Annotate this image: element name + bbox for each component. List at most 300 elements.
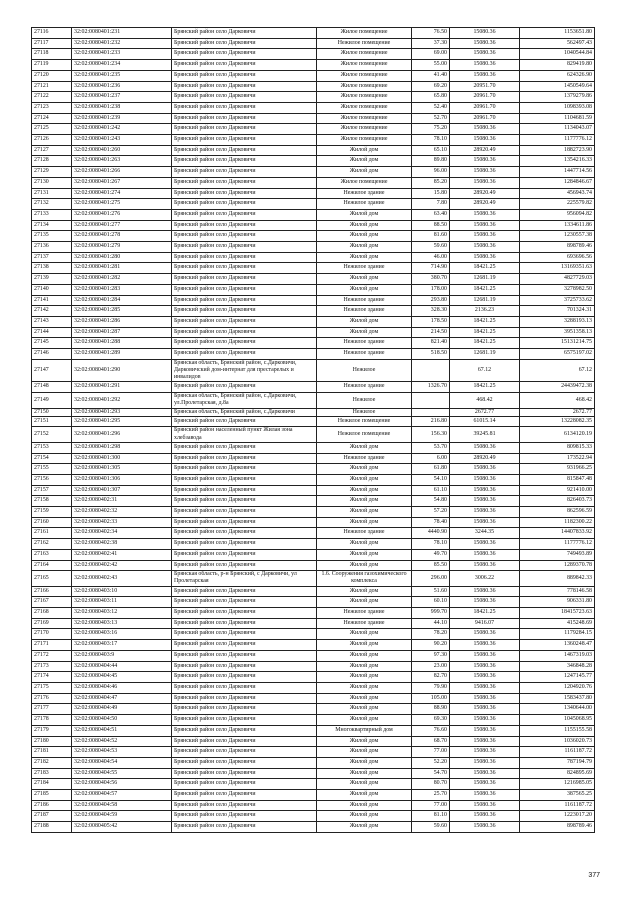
cell-cadastral-value: 13228082.35	[520, 416, 595, 427]
table-row	[32, 757, 595, 768]
cell-object-type: Жилой дом	[317, 464, 412, 475]
table-row	[32, 316, 595, 327]
cell-specific-value: 15080.36	[450, 757, 520, 768]
cell-row-number: 27171	[32, 640, 72, 651]
cell-address: Брянский район село Дарковичи	[172, 28, 317, 39]
table-row	[32, 790, 595, 801]
cell-area: 97.30	[412, 650, 450, 661]
cell-address: Брянский район село Дарковичи	[172, 757, 317, 768]
cell-object-type: Жилое помещение	[317, 92, 412, 103]
cell-row-number: 27143	[32, 316, 72, 327]
cell-address: Брянский район село Дарковичи	[172, 650, 317, 661]
cell-specific-value: 15080.36	[450, 747, 520, 758]
cell-cadastral-value: 456943.74	[520, 188, 595, 199]
cell-cadastral-value: 3951358.13	[520, 327, 595, 338]
cell-cadastral-value: 1134043.07	[520, 124, 595, 135]
cell-cadastral-number: 32:02:0080401:278	[72, 231, 172, 242]
cell-cadastral-value: 1153651.80	[520, 28, 595, 39]
cell-specific-value: 15080.36	[450, 517, 520, 528]
cell-specific-value: 15080.36	[450, 768, 520, 779]
cell-specific-value: 15080.36	[450, 586, 520, 597]
table-row	[32, 747, 595, 758]
cell-cadastral-number: 32:02:0080401:291	[72, 382, 172, 393]
cell-cadastral-value: 829419.80	[520, 60, 595, 71]
cell-row-number: 27148	[32, 382, 72, 393]
cell-cadastral-number: 32:02:0080401:298	[72, 442, 172, 453]
table-row	[32, 683, 595, 694]
cell-address: Брянский район село Дарковичи	[172, 464, 317, 475]
cell-row-number: 27137	[32, 252, 72, 263]
cell-object-type: Жилое помещение	[317, 113, 412, 124]
table-row	[32, 252, 595, 263]
cell-row-number: 27133	[32, 209, 72, 220]
cell-cadastral-value: 1247145.77	[520, 672, 595, 683]
table-row	[32, 693, 595, 704]
cell-row-number: 27150	[32, 408, 72, 416]
cell-row-number: 27169	[32, 618, 72, 629]
cell-object-type: Нежилое	[317, 408, 412, 416]
cell-cadastral-value: 1230557.38	[520, 231, 595, 242]
cell-specific-value: 15080.36	[450, 779, 520, 790]
cell-cadastral-value: 1882723.90	[520, 145, 595, 156]
table-row	[32, 661, 595, 672]
cell-address: Брянский район село Дарковичи	[172, 167, 317, 178]
cell-area: 60.10	[412, 597, 450, 608]
cell-object-type: Жилой дом	[317, 586, 412, 597]
cell-area: 80.70	[412, 779, 450, 790]
cell-specific-value: 468.42	[450, 393, 520, 408]
cell-object-type: Жилой дом	[317, 597, 412, 608]
cell-specific-value: 2136.23	[450, 306, 520, 317]
cell-specific-value: 28920.49	[450, 145, 520, 156]
cell-area: 999.70	[412, 608, 450, 619]
cell-cadastral-number: 32:02:0080401:231	[72, 28, 172, 39]
cell-object-type: Нежилое здание	[317, 382, 412, 393]
cell-cadastral-number: 32:02:0080402:42	[72, 560, 172, 571]
cell-cadastral-value: 1467319.03	[520, 650, 595, 661]
cell-area: 46.00	[412, 252, 450, 263]
cell-cadastral-number: 32:02:0080401:276	[72, 209, 172, 220]
table-row	[32, 102, 595, 113]
cell-row-number: 27177	[32, 704, 72, 715]
cell-cadastral-number: 32:02:0080401:286	[72, 316, 172, 327]
cell-cadastral-number: 32:02:0080401:275	[72, 199, 172, 210]
cell-area: 49.70	[412, 549, 450, 560]
cell-specific-value: 15080.36	[450, 800, 520, 811]
cell-address: Брянский район село Дарковичи	[172, 768, 317, 779]
cell-specific-value: 15080.36	[450, 736, 520, 747]
cell-area: 78.20	[412, 629, 450, 640]
cell-cadastral-number: 32:02:0080401:236	[72, 81, 172, 92]
cell-specific-value: 9416.07	[450, 618, 520, 629]
table-row	[32, 704, 595, 715]
cell-area: 85.50	[412, 560, 450, 571]
cell-area: 25.70	[412, 790, 450, 801]
cell-address: Брянский район село Дарковичи	[172, 811, 317, 822]
cell-object-type: Жилой дом	[317, 167, 412, 178]
cell-cadastral-value: 1036020.73	[520, 736, 595, 747]
cell-address: Брянский район село Дарковичи	[172, 736, 317, 747]
cell-row-number: 27168	[32, 608, 72, 619]
cell-row-number: 27179	[32, 725, 72, 736]
cell-cadastral-value: 701324.31	[520, 306, 595, 317]
cell-area: 328.30	[412, 306, 450, 317]
cell-address: Брянский район село Дарковичи	[172, 327, 317, 338]
cell-object-type: Жилой дом	[317, 768, 412, 779]
cell-row-number: 27186	[32, 800, 72, 811]
cell-area: 44.10	[412, 618, 450, 629]
cell-area: 821.40	[412, 338, 450, 349]
cell-specific-value: 15080.36	[450, 124, 520, 135]
cell-object-type: Жилой дом	[317, 640, 412, 651]
cell-cadastral-number: 32:02:0080401:292	[72, 393, 172, 408]
cell-specific-value: 15080.36	[450, 597, 520, 608]
cell-address: Брянский район село Дарковичи	[172, 295, 317, 306]
cell-cadastral-value: 1204920.76	[520, 683, 595, 694]
table-row	[32, 199, 595, 210]
cell-object-type: Жилое помещение	[317, 102, 412, 113]
cell-cadastral-number: 32:02:0080401:289	[72, 349, 172, 360]
cell-cadastral-number: 32:02:0080401:296	[72, 427, 172, 442]
cell-specific-value: 15080.36	[450, 167, 520, 178]
cell-row-number: 27134	[32, 220, 72, 231]
table-row	[32, 327, 595, 338]
cell-specific-value: 39245.81	[450, 427, 520, 442]
cell-cadastral-value: 898789.46	[520, 822, 595, 833]
cell-specific-value: 15080.36	[450, 811, 520, 822]
cell-cadastral-number: 32:02:0080402:31	[72, 496, 172, 507]
cell-area: 69.30	[412, 715, 450, 726]
cell-specific-value: 18421.25	[450, 608, 520, 619]
table-row	[32, 528, 595, 539]
cell-row-number: 27140	[32, 284, 72, 295]
cell-cadastral-number: 32:02:0080404:50	[72, 715, 172, 726]
cell-object-type: Жилой дом	[317, 517, 412, 528]
table-row	[32, 28, 595, 39]
cell-cadastral-value: 1289370.78	[520, 560, 595, 571]
table-row	[32, 306, 595, 317]
cell-address: Брянский район село Дарковичи	[172, 800, 317, 811]
cell-cadastral-value: 931966.25	[520, 464, 595, 475]
cell-cadastral-value: 1354216.33	[520, 156, 595, 167]
cell-cadastral-value: 24439472.38	[520, 382, 595, 393]
cell-address: Брянский район село Дарковичи	[172, 338, 317, 349]
cell-cadastral-number: 32:02:0080401:234	[72, 60, 172, 71]
cell-object-type: Нежилое здание	[317, 338, 412, 349]
cell-specific-value: 18421.25	[450, 327, 520, 338]
cell-row-number: 27170	[32, 629, 72, 640]
cell-area: 61.80	[412, 464, 450, 475]
cell-address: Брянский район село Дарковичи	[172, 252, 317, 263]
cell-area: 77.00	[412, 747, 450, 758]
cell-area	[412, 359, 450, 382]
cell-specific-value: 18421.25	[450, 263, 520, 274]
cell-object-type: Жилой дом	[317, 485, 412, 496]
cell-object-type: Жилое помещение	[317, 81, 412, 92]
table-row	[32, 608, 595, 619]
cell-object-type: Жилой дом	[317, 220, 412, 231]
cell-address: Брянский район село Дарковичи	[172, 507, 317, 518]
cell-area: 178.50	[412, 316, 450, 327]
cell-row-number: 27132	[32, 199, 72, 210]
cell-cadastral-number: 32:02:0080401:295	[72, 416, 172, 427]
cell-row-number: 27155	[32, 464, 72, 475]
cell-address: Брянский район село Дарковичи	[172, 549, 317, 560]
cell-object-type: 1.6. Сооружения газохимического комплекса	[317, 571, 412, 586]
cell-specific-value: 20951.70	[450, 81, 520, 92]
cell-row-number: 27124	[32, 113, 72, 124]
cell-object-type: Жилой дом	[317, 715, 412, 726]
cell-address: Брянский район село Дарковичи	[172, 661, 317, 672]
cell-object-type: Нежилое здание	[317, 263, 412, 274]
cell-object-type: Жилой дом	[317, 316, 412, 327]
cell-cadastral-number: 32:02:0080401:306	[72, 474, 172, 485]
table-row	[32, 811, 595, 822]
cell-specific-value: 18421.25	[450, 382, 520, 393]
table-row	[32, 349, 595, 360]
cell-specific-value: 28920.49	[450, 199, 520, 210]
cell-object-type: Жилое помещение	[317, 28, 412, 39]
table-row	[32, 779, 595, 790]
cell-address: Брянский район село Дарковичи	[172, 177, 317, 188]
cell-area: 51.60	[412, 586, 450, 597]
cell-row-number: 27118	[32, 49, 72, 60]
cell-cadastral-value: 15131214.75	[520, 338, 595, 349]
cell-cadastral-number: 32:02:0080403:9	[72, 650, 172, 661]
cell-cadastral-value: 4827729.03	[520, 274, 595, 285]
table-row	[32, 209, 595, 220]
cell-specific-value: 15080.36	[450, 560, 520, 571]
cell-address: Брянский район село Дарковичи	[172, 209, 317, 220]
cell-address: Брянский район село Дарковичи	[172, 693, 317, 704]
cell-address: Брянский район село Дарковичи	[172, 284, 317, 295]
cell-cadastral-value: 826403.73	[520, 496, 595, 507]
cell-row-number: 27138	[32, 263, 72, 274]
table-row	[32, 145, 595, 156]
cell-address: Брянский район село Дарковичи	[172, 672, 317, 683]
cell-area: 69.00	[412, 49, 450, 60]
cell-cadastral-number: 32:02:0080401:238	[72, 102, 172, 113]
cell-specific-value: 15080.36	[450, 156, 520, 167]
cell-specific-value: 15080.36	[450, 539, 520, 550]
cell-address: Брянский район село Дарковичи	[172, 124, 317, 135]
cell-specific-value: 15080.36	[450, 704, 520, 715]
cell-object-type: Нежилое здание	[317, 608, 412, 619]
cell-cadastral-number: 32:02:0080404:56	[72, 779, 172, 790]
table-row	[32, 725, 595, 736]
cell-cadastral-number: 32:02:0080404:47	[72, 693, 172, 704]
table-row	[32, 135, 595, 146]
cell-row-number: 27116	[32, 28, 72, 39]
cell-row-number: 27141	[32, 295, 72, 306]
cell-area: 7.80	[412, 199, 450, 210]
cell-area: 78.40	[412, 517, 450, 528]
cell-cadastral-number: 32:02:0080404:54	[72, 757, 172, 768]
cell-object-type: Жилой дом	[317, 252, 412, 263]
cell-specific-value: 15080.36	[450, 661, 520, 672]
cell-specific-value: 15080.36	[450, 231, 520, 242]
table-body	[32, 28, 595, 833]
cell-row-number: 27185	[32, 790, 72, 801]
cell-address: Брянский район село Дарковичи	[172, 231, 317, 242]
table-row	[32, 284, 595, 295]
cell-row-number: 27127	[32, 145, 72, 156]
cell-cadastral-value: 415248.69	[520, 618, 595, 629]
table-row	[32, 242, 595, 253]
table-row	[32, 464, 595, 475]
cell-cadastral-value: 1161187.72	[520, 800, 595, 811]
cell-cadastral-number: 32:02:0080401:293	[72, 408, 172, 416]
cell-cadastral-value: 906331.80	[520, 597, 595, 608]
cell-row-number: 27163	[32, 549, 72, 560]
cell-row-number: 27174	[32, 672, 72, 683]
cell-cadastral-number: 32:02:0080401:305	[72, 464, 172, 475]
cell-row-number: 27160	[32, 517, 72, 528]
cell-address: Брянский район село Дарковичи	[172, 560, 317, 571]
cell-cadastral-number: 32:02:0080401:239	[72, 113, 172, 124]
cell-cadastral-value: 18415723.63	[520, 608, 595, 619]
cell-address: Брянский район село Дарковичи	[172, 113, 317, 124]
cell-cadastral-number: 32:02:0080403:10	[72, 586, 172, 597]
cell-object-type: Жилое помещение	[317, 124, 412, 135]
cell-cadastral-value: 1379279.86	[520, 92, 595, 103]
cell-address: Брянская область, Брянский район, с.Дарковичи	[172, 408, 317, 416]
cell-row-number: 27125	[32, 124, 72, 135]
cell-cadastral-value: 2672.77	[520, 408, 595, 416]
cell-cadastral-number: 32:02:0080401:280	[72, 252, 172, 263]
cell-row-number: 27182	[32, 757, 72, 768]
cell-specific-value: 15080.36	[450, 60, 520, 71]
cell-area: 216.80	[412, 416, 450, 427]
cell-cadastral-number: 32:02:0080401:284	[72, 295, 172, 306]
cell-specific-value: 15080.36	[450, 464, 520, 475]
cell-area: 89.80	[412, 156, 450, 167]
cell-area: 59.60	[412, 822, 450, 833]
cell-cadastral-value: 1177776.12	[520, 539, 595, 550]
cell-cadastral-number: 32:02:0080401:283	[72, 284, 172, 295]
cell-cadastral-number: 32:02:0080402:38	[72, 539, 172, 550]
cell-specific-value: 61015.14	[450, 416, 520, 427]
cell-cadastral-value: 562497.43	[520, 38, 595, 49]
cell-row-number: 27164	[32, 560, 72, 571]
cell-object-type: Нежилое здание	[317, 349, 412, 360]
cell-specific-value: 15080.36	[450, 715, 520, 726]
cell-row-number: 27161	[32, 528, 72, 539]
cell-row-number: 27153	[32, 442, 72, 453]
cell-specific-value: 15080.36	[450, 672, 520, 683]
cell-address: Брянская область, Брянский район, с.Дарковичи, Дарковичский дом-интернат для престарелых и инвалидов	[172, 359, 317, 382]
cell-row-number: 27135	[32, 231, 72, 242]
cell-address: Брянский район село Дарковичи	[172, 416, 317, 427]
cell-cadastral-number: 32:02:0080401:263	[72, 156, 172, 167]
cell-cadastral-value: 1447714.56	[520, 167, 595, 178]
cell-cadastral-value: 1583437.80	[520, 693, 595, 704]
cell-address: Брянский район село Дарковичи	[172, 597, 317, 608]
cell-cadastral-number: 32:02:0080404:49	[72, 704, 172, 715]
cell-area	[412, 393, 450, 408]
cell-cadastral-number: 32:02:0080402:32	[72, 507, 172, 518]
cell-address: Брянский район село Дарковичи	[172, 102, 317, 113]
cell-row-number: 27151	[32, 416, 72, 427]
cell-object-type: Жилое помещение	[317, 60, 412, 71]
cell-row-number: 27173	[32, 661, 72, 672]
cell-area: 96.00	[412, 167, 450, 178]
cell-row-number: 27157	[32, 485, 72, 496]
cell-specific-value: 15080.36	[450, 442, 520, 453]
cell-area	[412, 408, 450, 416]
table-row	[32, 650, 595, 661]
cell-cadastral-number: 32:02:0080403:13	[72, 618, 172, 629]
cell-cadastral-value: 1177776.12	[520, 135, 595, 146]
cell-address: Брянский район село Дарковичи	[172, 517, 317, 528]
cell-address: Брянский район село Дарковичи	[172, 242, 317, 253]
table-row	[32, 800, 595, 811]
table-row	[32, 768, 595, 779]
cell-cadastral-value: 1045068.95	[520, 715, 595, 726]
cell-row-number: 27117	[32, 38, 72, 49]
cell-cadastral-value: 921410.00	[520, 485, 595, 496]
cell-area: 54.10	[412, 474, 450, 485]
cell-area: 52.20	[412, 757, 450, 768]
cell-specific-value: 20961.70	[450, 113, 520, 124]
cell-cadastral-value: 1179284.15	[520, 629, 595, 640]
cell-area: 69.20	[412, 81, 450, 92]
cell-row-number: 27152	[32, 427, 72, 442]
cell-cadastral-value: 1155155.58	[520, 725, 595, 736]
table-row	[32, 295, 595, 306]
cell-cadastral-value: 173522.94	[520, 453, 595, 464]
table-row	[32, 393, 595, 408]
cell-area: 85.20	[412, 177, 450, 188]
cell-object-type: Жилой дом	[317, 822, 412, 833]
table-row	[32, 822, 595, 833]
table-row	[32, 167, 595, 178]
table-row	[32, 177, 595, 188]
cell-object-type: Жилой дом	[317, 800, 412, 811]
cell-cadastral-value: 13169351.63	[520, 263, 595, 274]
cell-cadastral-value: 1284846.67	[520, 177, 595, 188]
table-row	[32, 124, 595, 135]
cell-cadastral-value: 225579.82	[520, 199, 595, 210]
cell-row-number: 27181	[32, 747, 72, 758]
cell-area: 65.10	[412, 145, 450, 156]
cell-cadastral-number: 32:02:0080404:46	[72, 683, 172, 694]
cell-cadastral-value: 898789.46	[520, 242, 595, 253]
cell-address: Брянский район село Дарковичи	[172, 442, 317, 453]
cell-object-type: Нежилое здание	[317, 618, 412, 629]
cell-object-type: Жилой дом	[317, 549, 412, 560]
cell-cadastral-value: 956094.82	[520, 209, 595, 220]
cell-specific-value: 12681.19	[450, 349, 520, 360]
cell-area: 105.00	[412, 693, 450, 704]
cell-address: Брянская область, Брянский район, с.Дарковичи, ул.Пролетарская, д.8а	[172, 393, 317, 408]
cell-area: 76.60	[412, 725, 450, 736]
cell-row-number: 27158	[32, 496, 72, 507]
cell-cadastral-value: 6134120.19	[520, 427, 595, 442]
cell-address: Брянский район село Дарковичи	[172, 485, 317, 496]
cell-area: 81.10	[412, 811, 450, 822]
cell-object-type: Жилой дом	[317, 661, 412, 672]
cell-specific-value: 15080.36	[450, 822, 520, 833]
cell-area: 4440.90	[412, 528, 450, 539]
cell-specific-value: 15080.36	[450, 507, 520, 518]
cell-area: 77.00	[412, 800, 450, 811]
cell-object-type: Жилой дом	[317, 693, 412, 704]
cell-area: 81.60	[412, 231, 450, 242]
cell-cadastral-value: 468.42	[520, 393, 595, 408]
cell-cadastral-value: 624326.90	[520, 70, 595, 81]
table-row	[32, 517, 595, 528]
